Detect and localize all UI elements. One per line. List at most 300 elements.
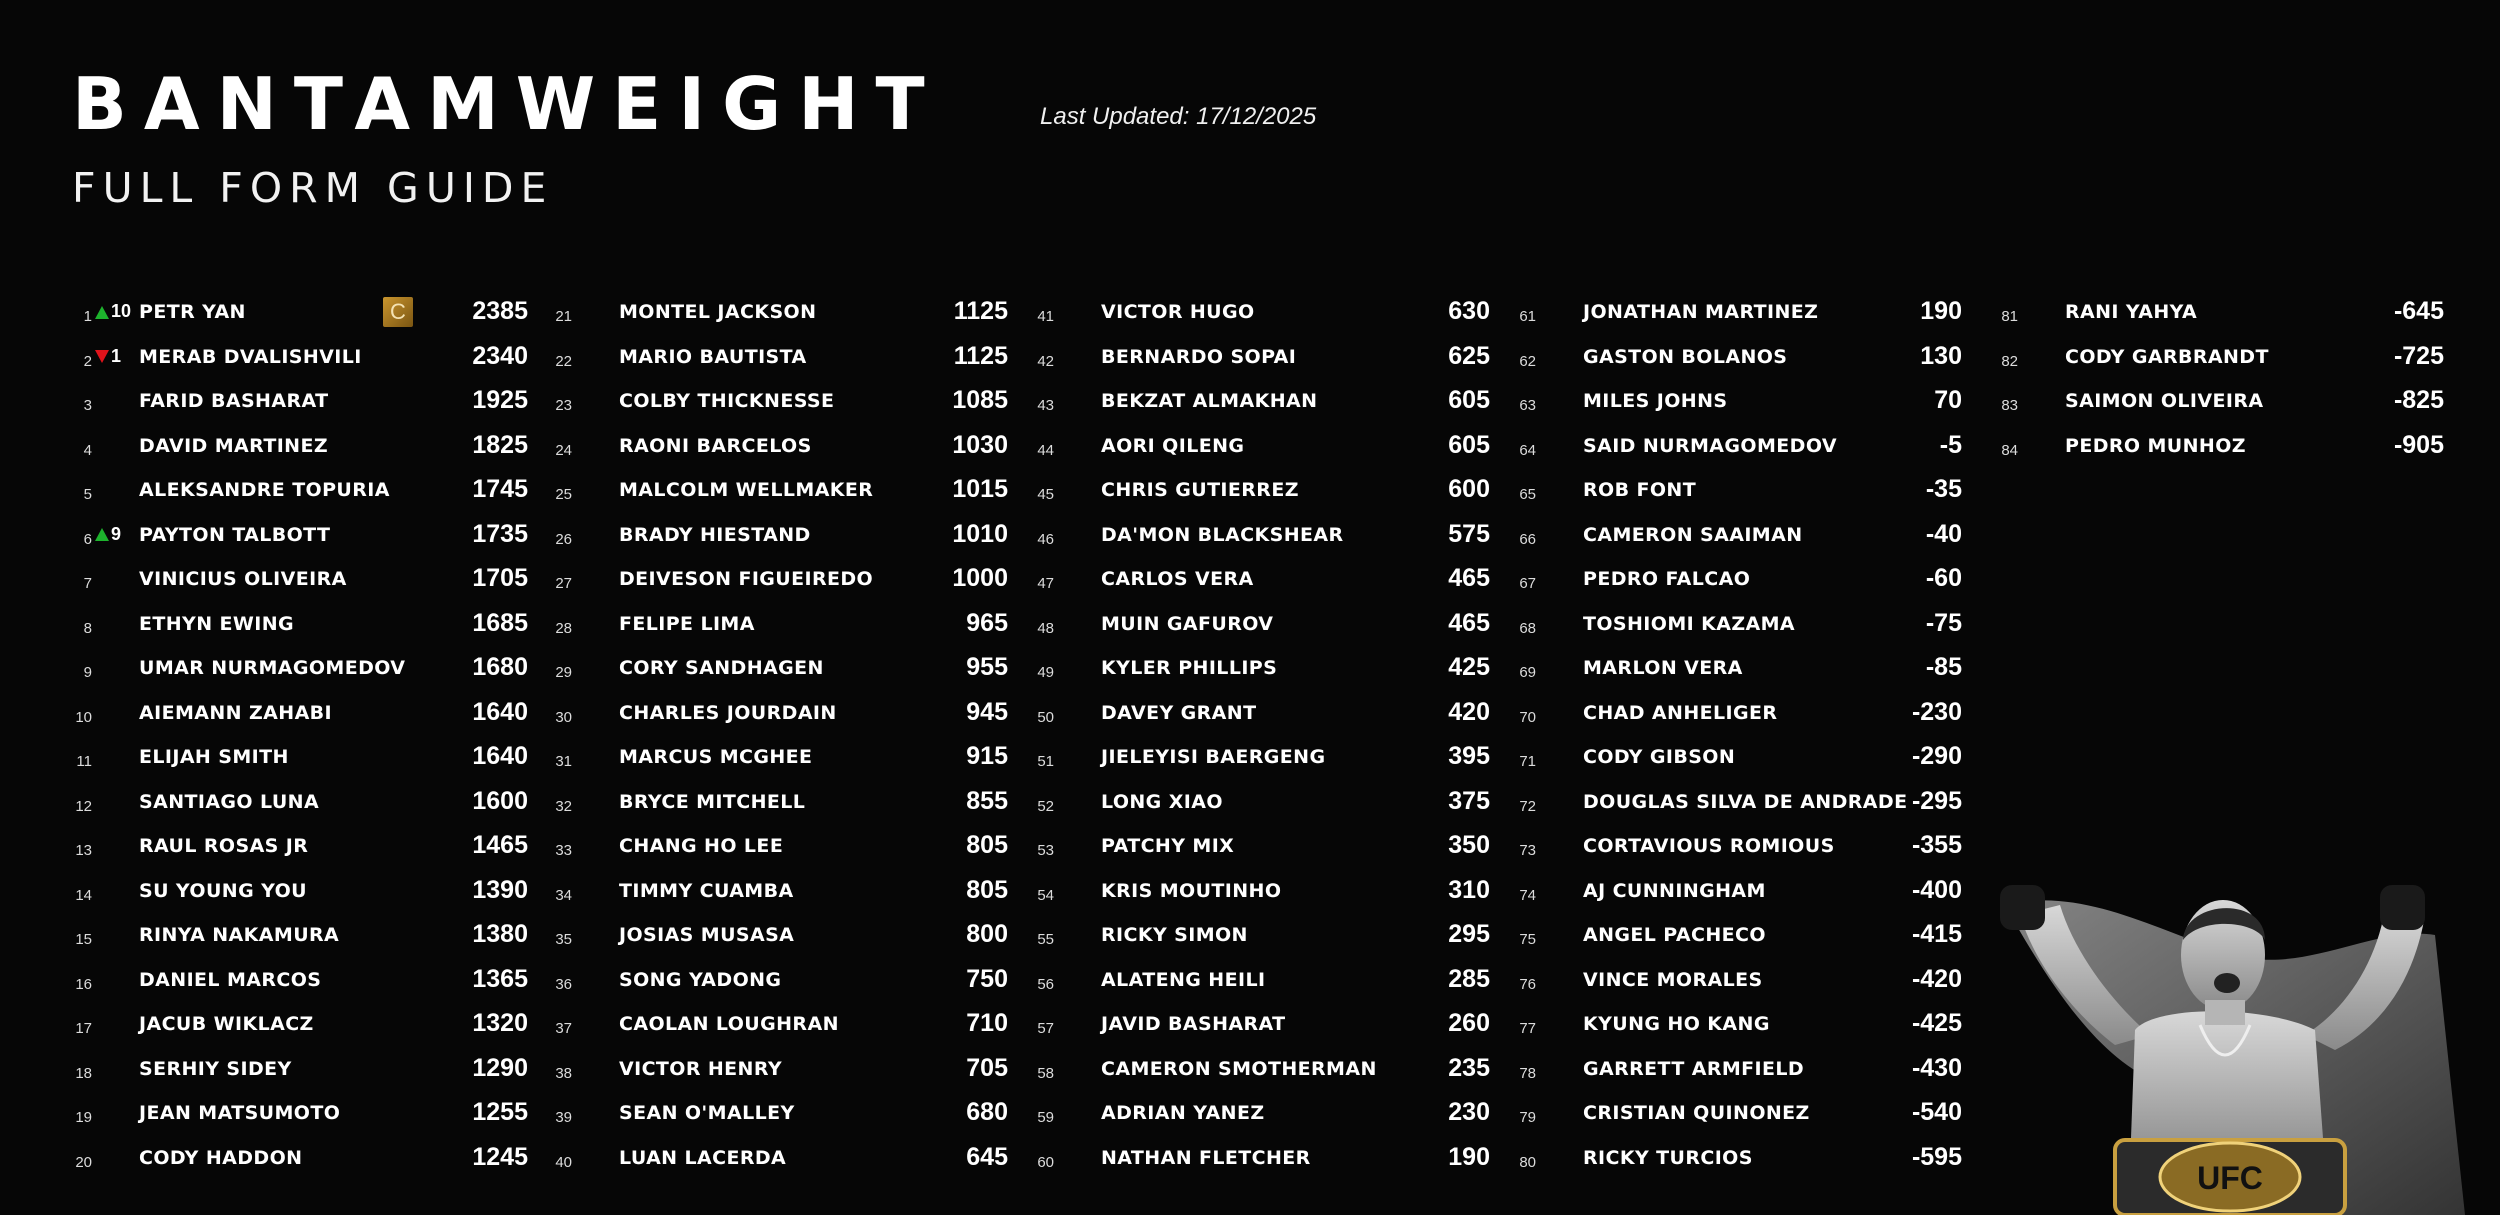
ranking-row — [1030, 469, 1490, 514]
fighter-name: CODY HADDON — [139, 1146, 303, 1169]
rank-number: 28 — [555, 619, 572, 637]
rank-number: 71 — [1519, 753, 1536, 770]
ranking-row — [1030, 558, 1490, 603]
rank-number: 55 — [1037, 931, 1054, 948]
fighter-score: 1735 — [472, 519, 528, 548]
rank-number: 81 — [2001, 308, 2018, 325]
fighter-name: JACUB WIKLACZ — [139, 1013, 314, 1035]
fighter-name: KYUNG HO KANG — [1583, 1013, 1770, 1035]
rank-number: 36 — [555, 975, 572, 993]
fighter-name: SU YOUNG YOU — [139, 879, 307, 902]
fighter-name: ELIJAH SMITH — [139, 746, 289, 768]
fighter-name: DAVID MARTINEZ — [139, 434, 329, 457]
ranking-row — [1994, 425, 2444, 470]
rank-number: 58 — [1037, 1064, 1054, 1082]
ranking-row — [1512, 603, 1962, 648]
rank-number: 32 — [555, 797, 572, 815]
rank-number: 6 — [83, 530, 92, 548]
rank-number: 72 — [1519, 797, 1536, 815]
fighter-score: 805 — [966, 831, 1008, 859]
fighter-score: -415 — [1911, 920, 1962, 948]
fighter-score: -40 — [1925, 519, 1962, 548]
fighter-name: CAOLAN LOUGHRAN — [619, 1013, 839, 1035]
rank-number: 43 — [1037, 397, 1054, 414]
fighter-name: JOSIAS MUSASA — [619, 924, 795, 946]
ranking-row — [548, 870, 1008, 915]
rank-number: 20 — [75, 1153, 92, 1171]
fighter-score: -295 — [1911, 786, 1962, 815]
ranking-row — [1512, 291, 1962, 336]
rank-number: 15 — [75, 931, 92, 948]
fighter-name: SONG YADONG — [619, 968, 782, 991]
fighter-name: ANGEL PACHECO — [1583, 924, 1766, 946]
fighter-name: KRIS MOUTINHO — [1101, 879, 1282, 902]
fighter-name: NATHAN FLETCHER — [1101, 1146, 1311, 1169]
fighter-name: BEKZAT ALMAKHAN — [1101, 390, 1318, 412]
rank-number: 66 — [1519, 530, 1536, 548]
fighter-score: 1320 — [472, 1009, 528, 1037]
ranking-row — [68, 825, 528, 870]
fighter-score: 465 — [1448, 564, 1490, 592]
fighter-score: 1685 — [472, 608, 528, 637]
fighter-name: PETR YAN — [139, 301, 246, 323]
ranking-row — [1030, 291, 1490, 336]
ranking-row — [548, 1092, 1008, 1137]
rank-number: 73 — [1519, 842, 1536, 859]
ranking-row — [1512, 1048, 1962, 1093]
fighter-score: 955 — [966, 653, 1008, 681]
fighter-score: 710 — [966, 1009, 1008, 1037]
ranking-row — [548, 736, 1008, 781]
ranking-row — [1512, 692, 1962, 737]
ranking-row — [1512, 825, 1962, 870]
rank-number: 52 — [1037, 797, 1054, 815]
fighter-score: 1245 — [472, 1142, 528, 1171]
fighter-name: MALCOLM WELLMAKER — [619, 479, 874, 501]
rank-number: 77 — [1519, 1020, 1536, 1037]
fighter-name: CHANG HO LEE — [619, 835, 784, 857]
rank-number: 67 — [1519, 575, 1536, 592]
fighter-name: JIELEYISI BAERGENG — [1101, 746, 1326, 768]
rank-number: 27 — [555, 575, 572, 592]
fighter-score: 645 — [966, 1142, 1008, 1171]
rankings-column-3 — [1030, 291, 1490, 1181]
fighter-score: -355 — [1911, 831, 1962, 859]
ranking-row — [1512, 647, 1962, 692]
fighter-score: 1640 — [472, 742, 528, 770]
left-glove — [2000, 885, 2045, 930]
fighter-name: MUIN GAFUROV — [1101, 612, 1274, 635]
fighter-score: -85 — [1925, 653, 1962, 681]
ranking-row — [1512, 1092, 1962, 1137]
fighter-score: 1680 — [472, 653, 528, 681]
fighter-score: 600 — [1448, 475, 1490, 503]
ranking-row — [1512, 514, 1962, 559]
page-title: BANTAMWEIGHT — [72, 62, 942, 146]
ranking-row — [68, 914, 528, 959]
ranking-row — [1030, 736, 1490, 781]
rank-number: 22 — [555, 352, 572, 370]
fighter-name: JONATHAN MARTINEZ — [1583, 301, 1819, 323]
fighter-score: -595 — [1911, 1142, 1962, 1171]
fighter-score: -420 — [1911, 964, 1962, 993]
fighter-score: 605 — [1448, 386, 1490, 414]
rank-number: 83 — [2001, 397, 2018, 414]
rank-number: 78 — [1519, 1064, 1536, 1082]
fighter-name: RICKY TURCIOS — [1583, 1146, 1753, 1169]
fighter-name: CHARLES JOURDAIN — [619, 701, 837, 724]
fighter-name: MILES JOHNS — [1583, 390, 1728, 412]
fighter-score: -5 — [1939, 430, 1962, 459]
fighter-name: BRYCE MITCHELL — [619, 790, 806, 813]
ranking-row — [1030, 380, 1490, 425]
fighter-score: -540 — [1911, 1098, 1962, 1126]
fighter-score: -290 — [1911, 742, 1962, 770]
fighter-name: DOUGLAS SILVA DE ANDRADE — [1583, 790, 1908, 813]
ranking-row — [1994, 291, 2444, 336]
rank-number: 50 — [1037, 708, 1054, 726]
rank-number: 46 — [1037, 530, 1054, 548]
fighter-name: SAIMON OLIVEIRA — [2065, 390, 2264, 412]
ranking-row — [1512, 469, 1962, 514]
fighter-name: DA'MON BLACKSHEAR — [1101, 523, 1344, 546]
rank-number: 11 — [76, 753, 92, 770]
fighter-score: 855 — [966, 786, 1008, 815]
fighter-score: 70 — [1934, 386, 1962, 414]
rank-number: 14 — [75, 886, 92, 904]
ranking-row — [1512, 781, 1962, 826]
fighter-name: VINCE MORALES — [1583, 968, 1763, 991]
rank-number: 40 — [555, 1153, 572, 1171]
fighter-score: -645 — [2393, 297, 2444, 325]
fighter-name: CHAD ANHELIGER — [1583, 701, 1778, 724]
ranking-row — [548, 514, 1008, 559]
ranking-row — [1512, 914, 1962, 959]
fighter-score: -60 — [1925, 564, 1962, 592]
rank-number: 33 — [555, 842, 572, 859]
rank-number: 7 — [83, 575, 92, 592]
ranking-row — [1512, 558, 1962, 603]
fighter-name: JEAN MATSUMOTO — [139, 1102, 341, 1124]
rank-number: 12 — [75, 797, 92, 815]
ranking-row — [68, 380, 528, 425]
ranking-row — [68, 1048, 528, 1093]
ranking-row — [548, 692, 1008, 737]
fighter-name: MARCUS MCGHEE — [619, 746, 813, 768]
ranking-row — [1030, 1003, 1490, 1048]
fighter-name: KYLER PHILLIPS — [1101, 657, 1278, 679]
ranking-row — [1030, 647, 1490, 692]
ranking-row — [548, 1003, 1008, 1048]
fighter-name: BRADY HIESTAND — [619, 523, 811, 546]
fighter-name: ROB FONT — [1583, 479, 1697, 501]
ranking-row — [1994, 380, 2444, 425]
ranking-row — [548, 914, 1008, 959]
fighter-score: 1390 — [472, 875, 528, 904]
rank-number: 13 — [75, 842, 92, 859]
rank-number: 63 — [1519, 397, 1536, 414]
ranking-row — [548, 1048, 1008, 1093]
fighter-score: 230 — [1448, 1098, 1490, 1126]
fighter-score: 625 — [1448, 341, 1490, 370]
fighter-score: -725 — [2393, 341, 2444, 370]
ranking-row — [548, 558, 1008, 603]
fighter-name: SANTIAGO LUNA — [139, 790, 320, 813]
neck — [2205, 1000, 2245, 1025]
rank-number: 53 — [1037, 842, 1054, 859]
rank-number: 56 — [1037, 975, 1054, 993]
fighter-score: 285 — [1448, 964, 1490, 993]
fighter-name: GASTON BOLANOS — [1583, 345, 1788, 368]
fighter-score: -425 — [1911, 1009, 1962, 1037]
fighter-name: CODY GIBSON — [1583, 746, 1736, 768]
rank-number: 16 — [75, 975, 92, 993]
rank-number: 82 — [2001, 352, 2018, 370]
rank-number: 8 — [83, 619, 92, 637]
rank-number: 51 — [1037, 753, 1054, 770]
ranking-row — [548, 336, 1008, 381]
fighter-name: VINICIUS OLIVEIRA — [139, 568, 347, 590]
fighter-score: 1000 — [952, 564, 1008, 592]
arrow-up-icon — [95, 306, 109, 319]
fighter-name: LONG XIAO — [1101, 790, 1223, 813]
fighter-name: GARRETT ARMFIELD — [1583, 1057, 1805, 1080]
rank-number: 75 — [1519, 931, 1536, 948]
ranking-row — [548, 647, 1008, 692]
ranking-row — [1512, 425, 1962, 470]
fighter-name: FARID BASHARAT — [139, 390, 329, 412]
ranking-row — [68, 469, 528, 514]
rank-number: 3 — [83, 397, 92, 414]
fighter-name: VICTOR HUGO — [1101, 301, 1255, 323]
ranking-row — [548, 469, 1008, 514]
fighter-name: PATCHY MIX — [1101, 835, 1235, 857]
fighter-name: AJ CUNNINGHAM — [1583, 879, 1766, 902]
rank-number: 80 — [1519, 1153, 1536, 1171]
fighter-score: 310 — [1448, 875, 1490, 904]
rank-number: 48 — [1037, 619, 1054, 637]
ranking-row — [1512, 736, 1962, 781]
ranking-row — [68, 558, 528, 603]
ranking-row — [68, 781, 528, 826]
fighter-name: TIMMY CUAMBA — [619, 879, 794, 902]
fighter-name: MERAB DVALISHVILI — [139, 345, 362, 368]
rank-number: 10 — [75, 708, 92, 726]
fighter-score: 800 — [966, 920, 1008, 948]
fighter-score: 2385 — [472, 297, 528, 325]
ranking-row — [1030, 336, 1490, 381]
rank-number: 61 — [1519, 308, 1536, 325]
ranking-row — [548, 425, 1008, 470]
fighter-score: 1705 — [472, 564, 528, 592]
rank-number: 76 — [1519, 975, 1536, 993]
rank-number: 25 — [555, 486, 572, 503]
rankings-column-4 — [1512, 291, 1962, 1181]
fighter-score: -430 — [1911, 1053, 1962, 1082]
champion-photo — [1965, 845, 2465, 1215]
rank-number: 24 — [555, 441, 572, 459]
fighter-name: ETHYN EWING — [139, 612, 295, 635]
ranking-row — [1030, 870, 1490, 915]
fighter-score: 750 — [966, 964, 1008, 993]
rank-number: 60 — [1037, 1153, 1054, 1171]
ranking-row — [548, 825, 1008, 870]
fighter-name: SEAN O'MALLEY — [619, 1102, 795, 1124]
rank-number: 30 — [555, 708, 572, 726]
ranking-row — [1512, 1003, 1962, 1048]
fighter-score: 1010 — [952, 519, 1008, 548]
ranking-row — [1512, 1137, 1962, 1182]
ranking-row — [68, 514, 528, 559]
rank-number: 39 — [555, 1109, 572, 1126]
arrow-down-icon — [95, 350, 109, 363]
fighter-score: 1925 — [472, 386, 528, 414]
ranking-row — [68, 291, 528, 336]
fighter-score: 190 — [1920, 297, 1962, 325]
fighter-score: 2340 — [472, 341, 528, 370]
mouth — [2214, 973, 2240, 993]
rank-number: 74 — [1519, 886, 1536, 904]
fighter-score: 575 — [1448, 519, 1490, 548]
rank-number: 79 — [1519, 1109, 1536, 1126]
ranking-row — [1512, 959, 1962, 1004]
fighter-name: RICKY SIMON — [1101, 924, 1248, 946]
fighter-score: 395 — [1448, 742, 1490, 770]
rank-number: 70 — [1519, 708, 1536, 726]
fighter-score: 805 — [966, 875, 1008, 904]
fighter-score: -825 — [2393, 386, 2444, 414]
rankings-column-1 — [68, 291, 528, 1181]
rank-number: 35 — [555, 931, 572, 948]
fighter-score: 1085 — [952, 386, 1008, 414]
fighter-score: 1380 — [472, 920, 528, 948]
fighter-score: 1365 — [472, 964, 528, 993]
fighter-name: LUAN LACERDA — [619, 1146, 787, 1169]
rank-number: 47 — [1037, 575, 1054, 592]
fighter-name: CORTAVIOUS ROMIOUS — [1583, 835, 1835, 857]
fighter-score: 425 — [1448, 653, 1490, 681]
fighter-score: 190 — [1448, 1142, 1490, 1171]
rankings-column-5 — [1994, 291, 2444, 469]
belt-text: UFC — [2197, 1160, 2263, 1196]
rank-number: 69 — [1519, 664, 1536, 681]
fighter-name: SAID NURMAGOMEDOV — [1583, 434, 1837, 457]
ranking-row — [548, 291, 1008, 336]
arrow-up-icon — [95, 528, 109, 541]
fighter-score: 1015 — [952, 475, 1008, 503]
last-updated: Last Updated: 17/12/2025 — [1040, 103, 1317, 130]
ranking-row — [68, 425, 528, 470]
fighter-score: -230 — [1911, 697, 1962, 726]
right-glove — [2380, 885, 2425, 930]
rank-change-value: 1 — [111, 345, 122, 366]
rank-number: 44 — [1037, 441, 1054, 459]
rank-number: 84 — [2001, 441, 2018, 459]
rankings-column-2 — [548, 291, 1008, 1181]
rank-number: 65 — [1519, 486, 1536, 503]
fighter-name: CARLOS VERA — [1101, 568, 1254, 590]
rank-number: 34 — [555, 886, 572, 904]
fighter-name: ALEKSANDRE TOPURIA — [139, 479, 390, 501]
rank-number: 59 — [1037, 1109, 1054, 1126]
rank-number: 23 — [555, 397, 572, 414]
rank-number: 64 — [1519, 441, 1536, 459]
fighter-score: 1290 — [472, 1053, 528, 1082]
ranking-row — [1030, 781, 1490, 826]
fighter-score: -35 — [1925, 475, 1962, 503]
ranking-row — [1512, 870, 1962, 915]
fighter-score: 630 — [1448, 297, 1490, 325]
fighter-name: DAVEY GRANT — [1101, 701, 1257, 724]
fighter-score: 945 — [966, 697, 1008, 726]
rank-up-indicator — [95, 301, 131, 325]
ranking-row — [68, 692, 528, 737]
fighter-name: CAMERON SAAIMAN — [1583, 523, 1803, 546]
fighter-score: 1825 — [472, 430, 528, 459]
ranking-row — [68, 336, 528, 381]
ranking-row — [68, 870, 528, 915]
fighter-score: 605 — [1448, 430, 1490, 459]
page-subtitle: FULL FORM GUIDE — [72, 164, 554, 212]
fighter-score: -905 — [2393, 430, 2444, 459]
rank-change-value: 10 — [111, 301, 132, 321]
fighter-name: CHRIS GUTIERREZ — [1101, 479, 1299, 501]
fighter-name: AIEMANN ZAHABI — [139, 701, 333, 724]
rank-number: 38 — [555, 1064, 572, 1082]
fighter-score: 1600 — [472, 786, 528, 815]
rank-number: 57 — [1037, 1020, 1054, 1037]
fighter-name: PEDRO FALCAO — [1583, 568, 1751, 590]
fighter-score: 260 — [1448, 1009, 1490, 1037]
ranking-row — [548, 1137, 1008, 1182]
fighter-name: DANIEL MARCOS — [139, 968, 322, 991]
rank-number: 68 — [1519, 619, 1536, 637]
rank-number: 29 — [555, 664, 572, 681]
rank-up-indicator — [95, 524, 131, 548]
ranking-row — [1512, 336, 1962, 381]
fighter-name: RINYA NAKAMURA — [139, 924, 340, 946]
rank-number: 5 — [83, 486, 92, 503]
rank-number: 21 — [555, 308, 572, 325]
ranking-row — [1030, 603, 1490, 648]
ranking-row — [1030, 1048, 1490, 1093]
rank-number: 31 — [555, 753, 572, 770]
fighter-name: MONTEL JACKSON — [619, 301, 817, 323]
ranking-row — [1030, 825, 1490, 870]
fighter-name: TOSHIOMI KAZAMA — [1583, 612, 1796, 635]
rank-number: 2 — [83, 352, 92, 370]
ranking-row — [68, 1092, 528, 1137]
rank-number: 4 — [83, 441, 92, 459]
fighter-name: BERNARDO SOPAI — [1101, 345, 1297, 368]
fighter-name: MARIO BAUTISTA — [619, 345, 807, 368]
fighter-score: 130 — [1920, 341, 1962, 370]
fighter-score: 1745 — [472, 475, 528, 503]
fighter-score: 1465 — [472, 831, 528, 859]
ranking-row — [1512, 380, 1962, 425]
rank-number: 37 — [555, 1020, 572, 1037]
fighter-score: 915 — [966, 742, 1008, 770]
fighter-score: -400 — [1911, 875, 1962, 904]
fighter-name: SERHIY SIDEY — [139, 1057, 292, 1080]
fighter-name: UMAR NURMAGOMEDOV — [139, 657, 406, 679]
fighter-name: ADRIAN YANEZ — [1101, 1102, 1265, 1124]
fighter-name: FELIPE LIMA — [619, 612, 755, 635]
rank-number: 45 — [1037, 486, 1054, 503]
rank-number: 54 — [1037, 886, 1054, 904]
ranking-row — [68, 647, 528, 692]
fighter-name: MARLON VERA — [1583, 657, 1743, 679]
